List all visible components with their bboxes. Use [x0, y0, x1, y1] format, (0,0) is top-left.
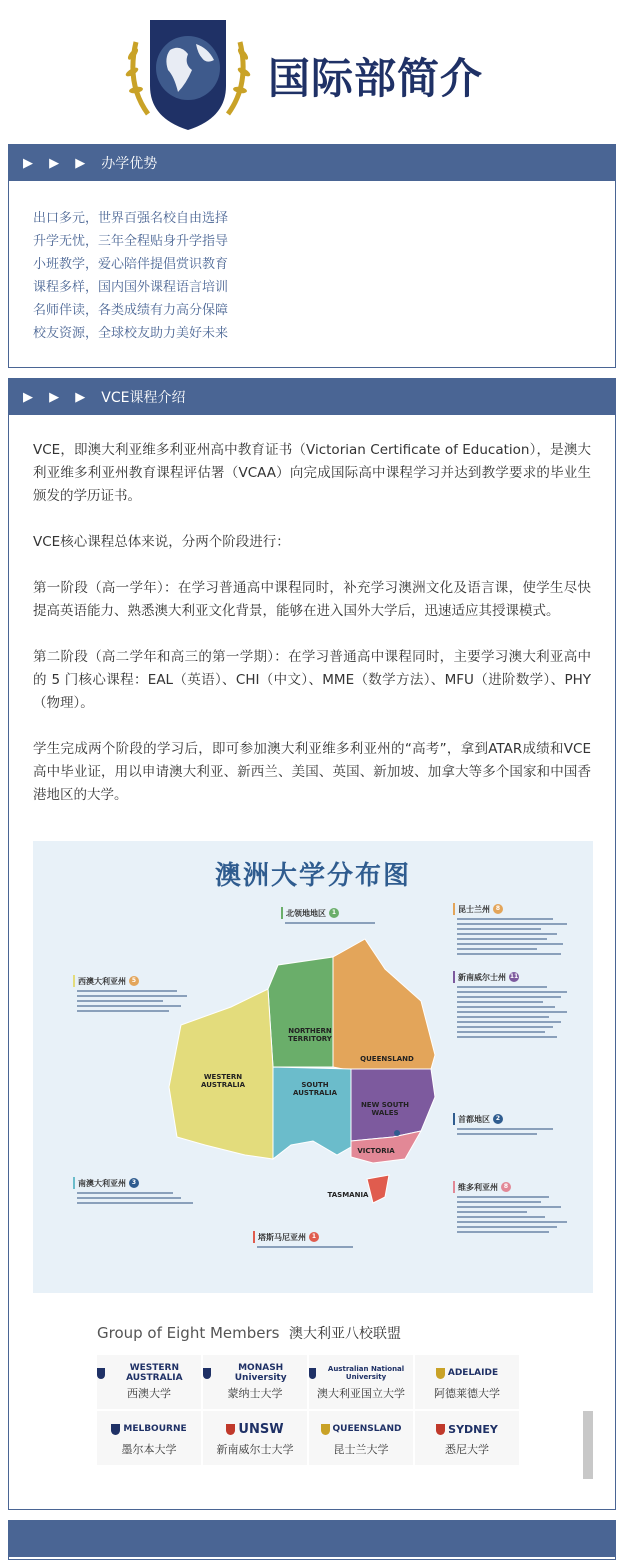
advantages-list — [9, 181, 615, 345]
list-item: 升学无忧，三年全程贴身升学指导 — [33, 234, 229, 249]
vce-paragraph: VCE，即澳大利亚维多利亚州高中教育证书（Victorian Certificate of Education），是澳大利亚维多利亚州教育课程评估署（VCAA）向完成国际高中课程学习并达到教学要求的毕业生颁发的学历证书。 — [33, 442, 591, 504]
australia-map — [33, 841, 593, 1293]
map-title: 澳洲大学分布图 — [214, 861, 411, 891]
vce-body — [9, 415, 615, 807]
globe-emblem-icon — [118, 14, 258, 132]
region-act — [453, 1113, 573, 1138]
region-name: 塔斯马尼亚州 — [258, 1232, 306, 1242]
state-label-vic: VICTORIA — [357, 1147, 395, 1155]
list-item: 名师伴读，各类成绩有力高分保障 — [33, 303, 229, 318]
go8-member: QUEENSLAND 昆士兰大学 — [309, 1411, 413, 1465]
region-nsw — [453, 971, 573, 1041]
region-count: 1 — [329, 908, 339, 918]
next-section-card — [8, 1520, 616, 1560]
region-name: 首都地区 — [458, 1114, 490, 1124]
vce-card — [8, 378, 616, 1510]
region-name: 南澳大利亚州 — [78, 1178, 126, 1188]
region-count: 8 — [493, 904, 503, 914]
region-count: 1 — [309, 1232, 319, 1242]
shield-icon — [226, 1424, 235, 1435]
university-map-image — [33, 841, 593, 1479]
go8-member: Australian National University 澳大利亚国立大学 — [309, 1355, 413, 1409]
go8-member: UNSW 新南威尔士大学 — [203, 1411, 307, 1465]
triple-arrow-icon: ▶ ▶ ▶ — [23, 389, 92, 405]
advantages-header — [9, 145, 615, 181]
go8-grid — [97, 1355, 521, 1465]
go8-member: MONASH University 蒙纳士大学 — [203, 1355, 307, 1409]
shield-icon — [436, 1424, 445, 1435]
shield-icon — [436, 1368, 445, 1379]
vce-header — [9, 379, 615, 415]
region-count: 11 — [509, 973, 519, 980]
region-qld — [453, 903, 573, 958]
region-name: 新南威尔士州 — [458, 972, 506, 982]
advantages-card — [8, 144, 616, 368]
list-item: 课程多样，国内国外课程语言培训 — [33, 280, 229, 295]
shield-icon — [111, 1424, 120, 1435]
vce-title: VCE课程介绍 — [101, 390, 186, 406]
vce-paragraph: 第二阶段（高二学年和高三的第一学期）：在学习普通高中课程同时，主要学习澳大利亚高中的 5 门核心课程：EAL（英语）、CHI（中文）、MME（数学方法）、MFU（进阶数学）、PHY（物理）。 — [33, 649, 591, 711]
go8-member: SYDNEY 悉尼大学 — [415, 1411, 519, 1465]
region-vic — [453, 1181, 573, 1236]
page-title: 国际部简介 — [268, 54, 484, 103]
region-count: 3 — [129, 1178, 139, 1188]
region-name: 北领地地区 — [286, 908, 326, 918]
state-label-tas: TASMANIA — [327, 1191, 369, 1199]
scrollbar[interactable] — [583, 1411, 593, 1479]
region-nt — [281, 907, 391, 927]
go8-member: MELBOURNE 墨尔本大学 — [97, 1411, 201, 1465]
shield-icon — [203, 1368, 211, 1379]
state-label-qld: QUEENSLAND — [360, 1055, 414, 1063]
vce-paragraph: 第一阶段（高一学年）：在学习普通高中课程同时，补充学习澳洲文化及语言课，使学生尽快提高英语能力、熟悉澳大利亚文化背景，能够在进入国外大学后，迅速适应其授课模式。 — [33, 580, 591, 619]
state-label-nt: NORTHERN TERRITORY — [288, 1027, 332, 1043]
list-item: 小班教学，爱心陪伴提倡赏识教育 — [33, 257, 229, 272]
advantages-title: 办学优势 — [101, 156, 158, 172]
page-header — [0, 0, 626, 140]
crest-icon — [309, 1368, 316, 1379]
go8-title: Group of Eight Members 澳大利亚八校联盟 — [97, 1324, 402, 1342]
vce-paragraph: VCE核心课程总体来说，分两个阶段进行： — [33, 534, 290, 550]
state-label-sa: SOUTH AUSTRALIA — [293, 1081, 337, 1097]
vce-paragraph: 学生完成两个阶段的学习后，即可参加澳大利亚维多利亚州的“高考”，拿到ATAR成绩和VCE高中毕业证，用以申请澳大利亚、新西兰、美国、英国、新加坡、加拿大等多个国家和中国香港地区的大学。 — [33, 741, 591, 803]
go8-member: WESTERN AUSTRALIA 西澳大学 — [97, 1355, 201, 1409]
region-name: 西澳大利亚州 — [78, 976, 126, 986]
go8-panel — [33, 1293, 593, 1479]
region-tas — [253, 1231, 383, 1251]
region-name: 昆士兰州 — [458, 904, 490, 914]
shield-icon — [97, 1368, 105, 1379]
region-name: 维多利亚州 — [458, 1182, 498, 1192]
state-label-nsw: NEW SOUTH WALES — [360, 1101, 410, 1117]
region-count: 5 — [129, 976, 139, 986]
region-count: 2 — [493, 1114, 503, 1124]
shield-icon — [321, 1424, 330, 1435]
triple-arrow-icon: ▶ ▶ ▶ — [23, 155, 92, 171]
go8-member: ADELAIDE 阿德莱德大学 — [415, 1355, 519, 1409]
next-section-header — [9, 1521, 615, 1557]
region-sa — [73, 1177, 203, 1207]
list-item: 出口多元，世界百强名校自由选择 — [33, 211, 229, 226]
state-label-wa: WESTERN AUSTRALIA — [201, 1073, 245, 1089]
region-wa — [73, 975, 203, 1015]
list-item: 校友资源，全球校友助力美好未来 — [33, 326, 229, 341]
region-count: 8 — [501, 1182, 511, 1192]
